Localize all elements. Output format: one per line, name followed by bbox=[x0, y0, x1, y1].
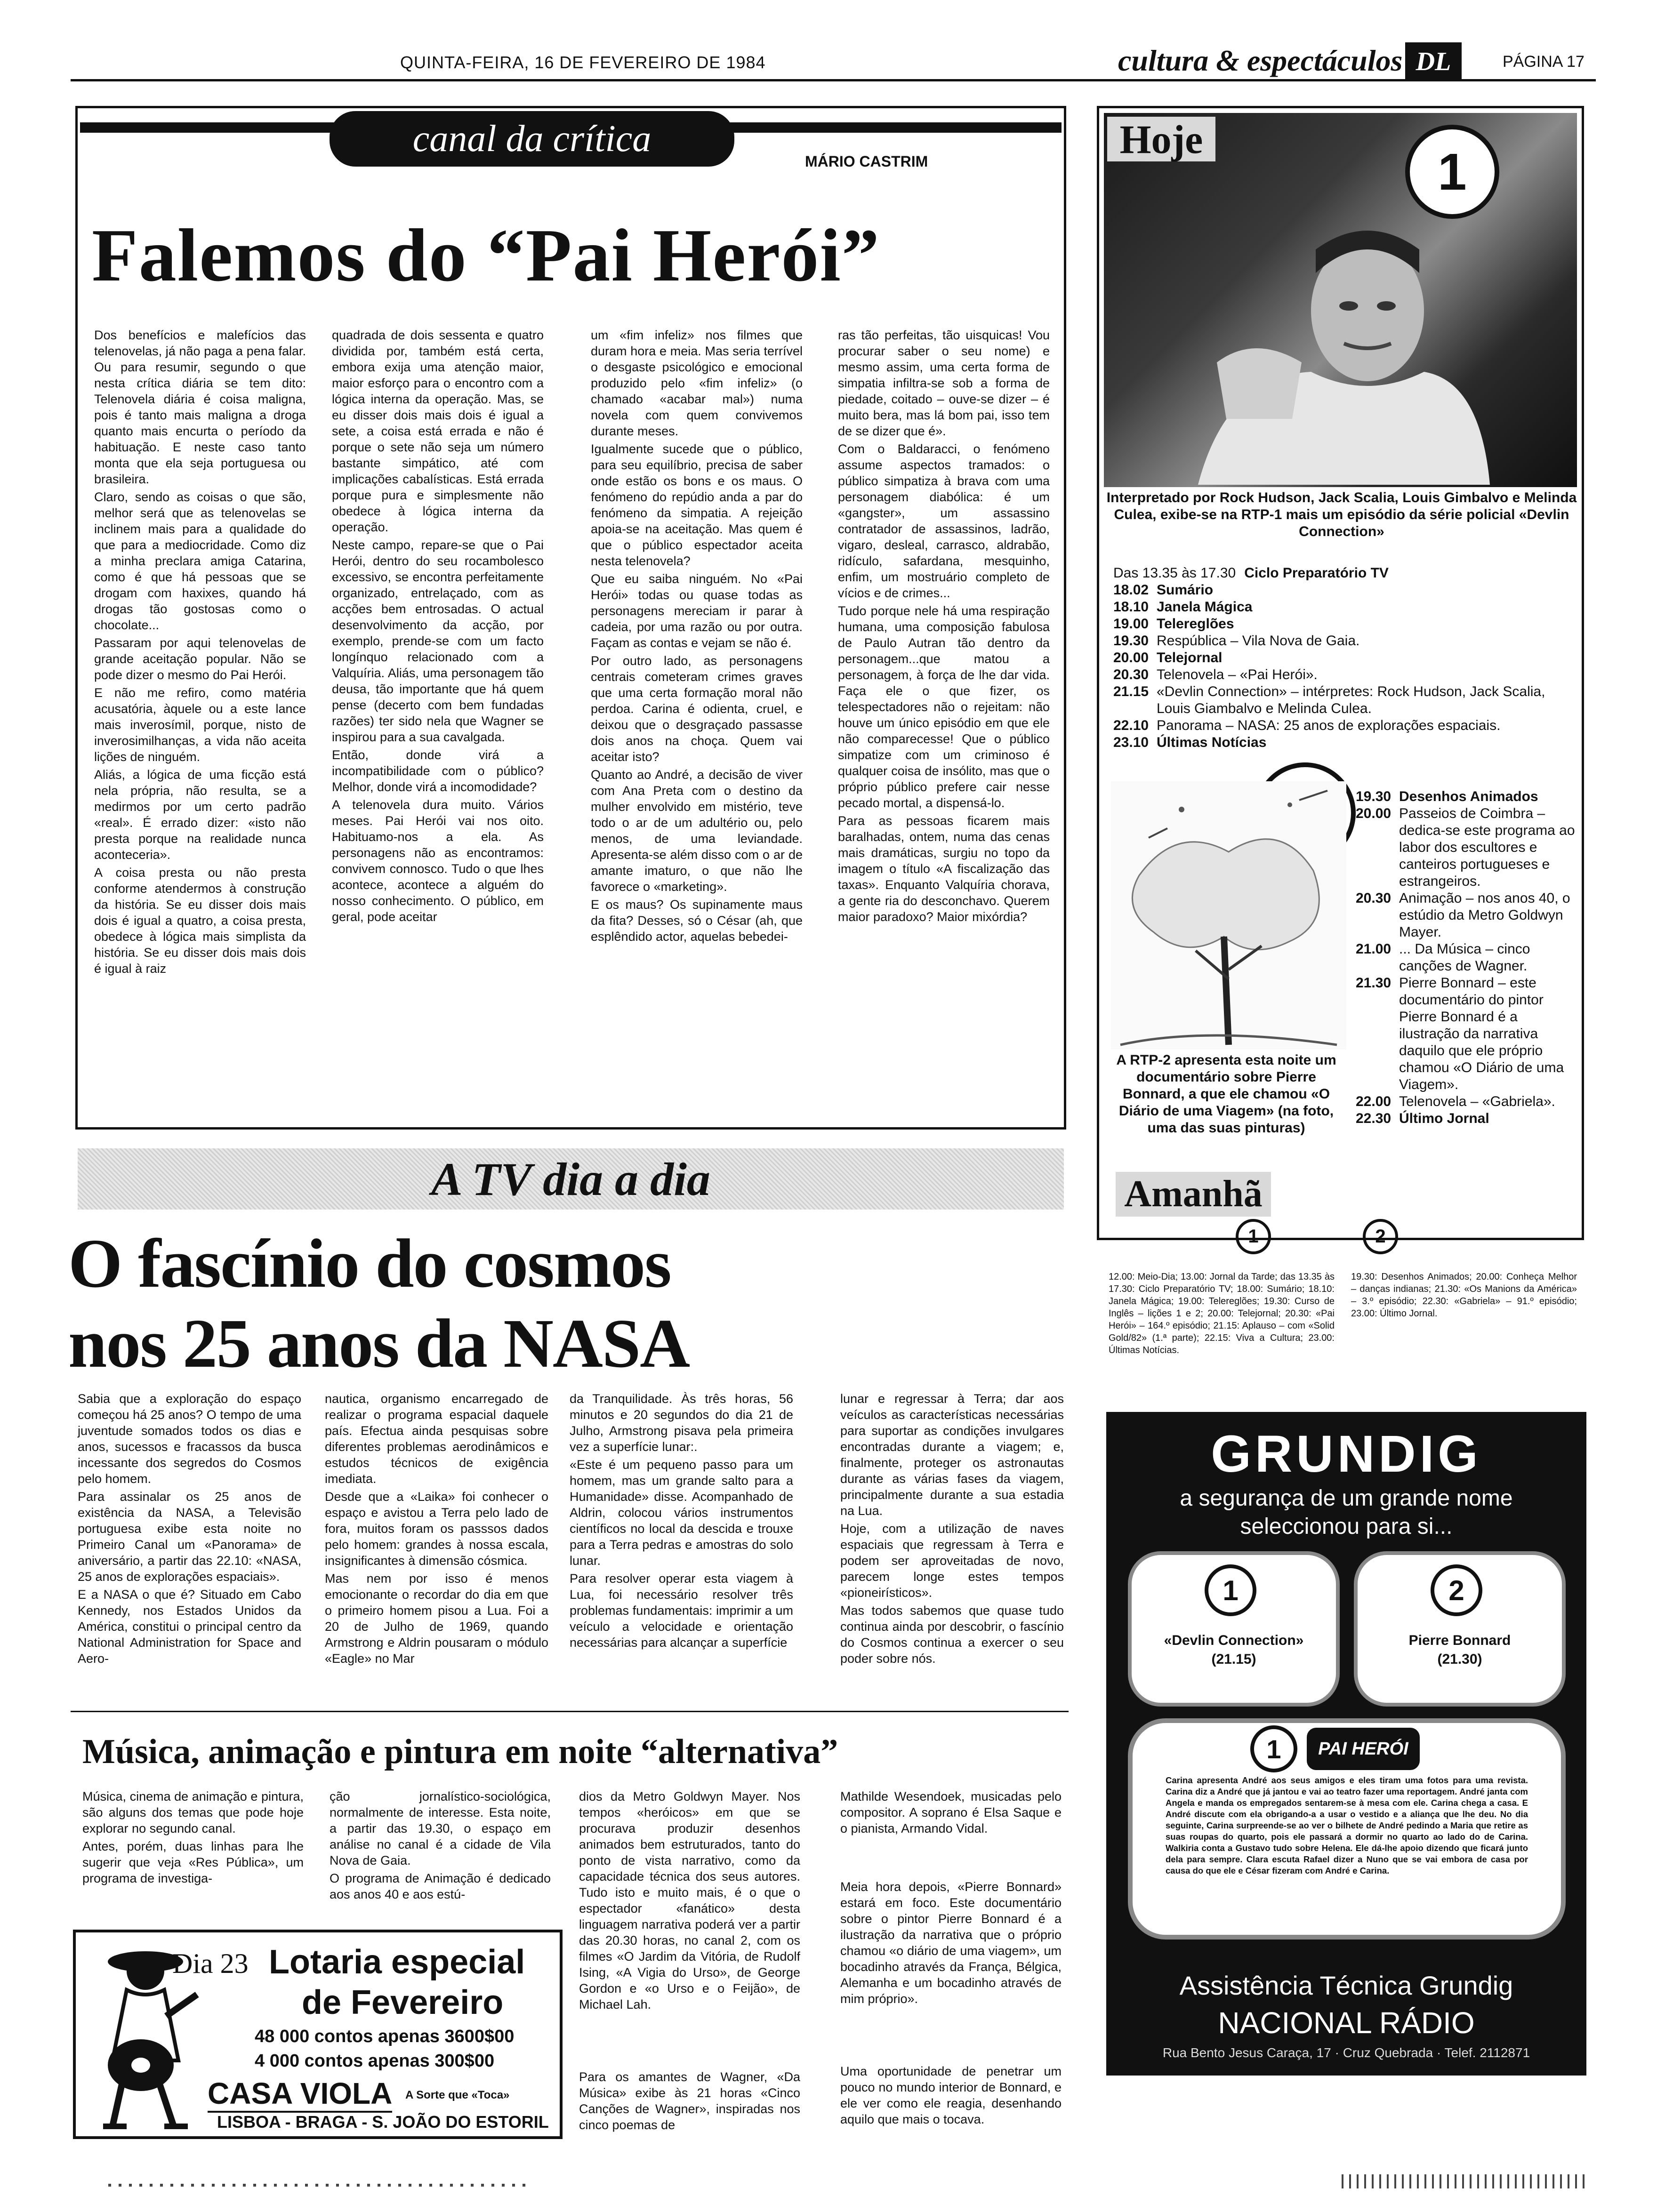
amanha-ch1: 1 bbox=[1248, 1226, 1259, 1247]
paragraph: Igualmente sucede que o público, para seu equilíbrio, precisa de saber onde estão os bons e os maus. O fenómeno do repúdio anda a par do fenómeno da simpatia. A rejeição apoia-se na aceitação. Mas quem é que o público espectador aceita nesta telenovela? bbox=[591, 442, 803, 568]
paragraph: Com o Baldaracci, o fenómeno assume aspectos tramados: o público simpatiza à brava com uma personagem diabólica: é um «gangster», um assassino contratador de assassinos, ladrão, vigaro, desleal, carrasco, aldrabão, ridículo, safardana, mesquinho, enfim, um mostruário completo de vícios e de crimes... bbox=[838, 442, 1050, 600]
paragraph: um «fim infeliz» nos filmes que duram hora e meia. Mas seria terrível o desgaste psicológico e emocional produzido pelo «fim infeliz» (o chamado «acabar mal») numa novela com quem convivemos durante meses. bbox=[591, 328, 803, 438]
critica-banner bbox=[330, 111, 734, 167]
tv-dia-col-2 bbox=[325, 1391, 548, 1668]
critica-col-4 bbox=[838, 327, 1050, 927]
scan-noise bbox=[0, 2165, 1657, 2212]
grundig-tv2-ch2-icon: 2 bbox=[1431, 1564, 1482, 1616]
critica-col-3 bbox=[591, 327, 803, 946]
grundig-tv1-ch1-icon: 1 bbox=[1205, 1564, 1256, 1616]
paragraph: O programa de Animação é dedicado aos anos 40 e aos estú- bbox=[330, 1871, 551, 1901]
tv-dia-col-4 bbox=[840, 1391, 1064, 1668]
pai-heroi-logo-text: PAI HERÓI bbox=[1318, 1739, 1408, 1759]
critica-author: MÁRIO CASTRIM bbox=[805, 153, 928, 170]
paragraph: Mathilde Wesendoek, musicadas pelo compositor. A soprano é Elsa Saque e o pianista, Armando Vidal. bbox=[840, 1789, 1062, 1835]
schedule-time: 19.30 bbox=[1356, 789, 1392, 804]
lotaria-line-2: 4 000 contos apenas 300$00 bbox=[255, 2051, 495, 2071]
schedule-desc: Telejornal bbox=[1157, 650, 1223, 665]
paragraph: Sabia que a exploração do espaço começou há 25 anos? O tempo de uma juventude somados todos os dias e anos, sucessos e fracassos da busca incessante dos segredos do Cosmos pelo homem. bbox=[78, 1392, 301, 1486]
musica-col-1 bbox=[82, 1788, 304, 1888]
schedule-desc: ... Da Música – cinco canções de Wagner. bbox=[1399, 941, 1530, 974]
amanha-rtp2-icon bbox=[1363, 1219, 1398, 1254]
schedule-desc: Último Jornal bbox=[1399, 1111, 1489, 1126]
amanha-rtp2-text: 19.30: Desenhos Animados; 20.00: Conheça Melhor – danças indianas; 21.30: «Os Manions da América» – 3.º episódio; 22.30: «Gabriela» – 91.º episódio; 23.00: Último Jornal. bbox=[1351, 1272, 1577, 1319]
musica-col-2 bbox=[330, 1788, 551, 1904]
schedule-time: 18.02 bbox=[1113, 582, 1149, 598]
schedule-row bbox=[1113, 717, 1570, 734]
rtp1-logo-number: 1 bbox=[1438, 143, 1467, 201]
schedule-desc: Passeios de Coimbra – dedica-se este programa ao labor dos escultores e canteiros portugueses e estrangeiros. bbox=[1399, 806, 1575, 889]
schedule-time: 20.00 bbox=[1113, 650, 1149, 665]
schedule-time: 20.00 bbox=[1356, 806, 1392, 821]
schedule-row bbox=[1356, 1093, 1577, 1110]
paragraph: Uma oportunidade de penetrar um pouco no mundo interior de Bonnard, e ele ver como ele reagia, desenhando aquilo que mais o tocava. bbox=[840, 2064, 1062, 2126]
schedule-row bbox=[1356, 805, 1577, 890]
paragraph: Hoje, com a utilização de naves espaciais que regressam à Terra e podem ser aproveitadas de novo, parecem longe estes tempos «pioneirísticos». bbox=[840, 1522, 1064, 1600]
paragraph: Quanto ao André, a decisão de viver com Ana Preta com o destino da mulher envolvido em mistério, teve todo o ar de um adultério ou, pelo menos, de uma leviandade. Apresenta-se além disso com o ar de amante imaturo, o que não lhe favorece o «marketing». bbox=[591, 768, 803, 894]
grundig-tv1-title: «Devlin Connection» bbox=[1164, 1633, 1304, 1648]
schedule-time: 23.10 bbox=[1113, 735, 1149, 750]
schedule-desc: Animação – nos anos 40, o estúdio da Metro Goldwyn Mayer. bbox=[1399, 890, 1570, 940]
schedule-desc: Telereglões bbox=[1157, 616, 1234, 632]
grundig-tv2-time: (21.30) bbox=[1437, 1651, 1482, 1667]
hoje-photo-figure bbox=[1198, 221, 1490, 485]
amanha-label-box bbox=[1116, 1172, 1271, 1217]
schedule-row bbox=[1356, 975, 1577, 1093]
tv-dia-headline-1: O fascínio do cosmos bbox=[68, 1225, 671, 1302]
grundig-big-tv bbox=[1128, 1718, 1566, 1940]
schedule-time: 22.10 bbox=[1113, 718, 1149, 733]
paragraph: ção jornalístico-sociológica, normalmente de interesse. Esta noite, a partir das 19.30, o espaço em análise no canal é a cidade de Vila Nova de Gaia. bbox=[330, 1789, 551, 1867]
amanha-ch2: 2 bbox=[1375, 1226, 1386, 1247]
lotaria-shop: CASA VIOLA bbox=[208, 2076, 392, 2113]
hoje-label: Hoje bbox=[1119, 116, 1203, 162]
schedule-time: 19.30 bbox=[1113, 633, 1149, 649]
schedule-row bbox=[1113, 565, 1570, 582]
musica-headline: Música, animação e pintura em noite “alternativa” bbox=[82, 1732, 838, 1771]
paragraph: Música, cinema de animação e pintura, são alguns dos temas que pode hoje explorar no segundo canal. bbox=[82, 1789, 304, 1835]
grundig-slogan-2: seleccionou para si... bbox=[1240, 1514, 1453, 1539]
musica-col-3 bbox=[579, 1788, 800, 2135]
paragraph: lunar e regressar à Terra; dar aos veículos as características necessárias para suportar as condições invulgares encontradas durante a viagem; e, finalmente, proteger os astronautas durante as várias fases da viagem, principalmente durante a sua estadia na Lua. bbox=[840, 1392, 1064, 1518]
grundig-tv1-time: (21.15) bbox=[1211, 1651, 1256, 1667]
paragraph: dios da Metro Goldwyn Mayer. Nos tempos «heróicos» em que se procurava produzir desenhos animados bem estruturados, tanto do ponto de vista narrativo, como da capacidade técnica dos seus autores. Tudo isto e muito mais, é o que o espectador «fanático» desta linguagem narrativa poderá ver a partir das 20.30 horas, no canal 2, com os filmes «O Jardim da Vitória, de Rudolf Ising, «A Vigia do Urso», de George Gordon e «o Urso e o Feijão», de Michael Lah. bbox=[579, 1789, 800, 2012]
amanha-rtp1-icon bbox=[1236, 1219, 1271, 1254]
paragraph: E os maus? Os supinamente maus da fita? Desses, só o César (ah, que esplêndido actor, aquelas bebedei- bbox=[591, 898, 803, 944]
schedule-row bbox=[1113, 616, 1570, 633]
schedule-desc: Panorama – NASA: 25 anos de explorações espaciais. bbox=[1157, 718, 1501, 733]
paragraph: A coisa presta ou não presta conforme atendermos à construção da história. Se eu disser dois mais dois é igual a quatro, a coisa presta, obedece à lógica mais simplista da história. Se eu disser dois mais dois é igual à raiz bbox=[94, 866, 306, 976]
tv-dia-banner bbox=[78, 1148, 1064, 1210]
lotaria-title-1: Lotaria especial bbox=[269, 1943, 525, 1981]
grundig-footer-1: Assistência Técnica Grundig bbox=[1179, 1971, 1513, 2000]
paragraph: Para as pessoas ficarem mais baralhadas, ontem, numa das cenas mais dramáticas, surgiu no topo da imagem o título «A fiscalização das taxas». Enquanto Valquíria chorava, a gente ria do desconchavo. Querem maior paradoxo? Maior mixórdia? bbox=[838, 814, 1050, 924]
schedule-time: 22.00 bbox=[1356, 1094, 1392, 1109]
schedule-desc: Telenovela – «Pai Herói». bbox=[1157, 667, 1318, 682]
paragraph: E a NASA o que é? Situado em Cabo Kennedy, nos Estados Unidos da América, constitui o principal centro da National Administration for Space and Aero- bbox=[78, 1587, 301, 1666]
schedule-desc: Pierre Bonnard – este documentário do pintor Pierre Bonnard é a ilustração da narrativa daquilo que ele próprio chamou «O Diário de uma Viagem». bbox=[1399, 975, 1564, 1092]
paragraph: Que eu saiba ninguém. No «Pai Herói» todas ou quase todas as personagens mereciam ir parar à cadeia, por uma razão ou por outra. Façam as contas e vejam se não é. bbox=[591, 572, 803, 650]
tv-dia-col-1 bbox=[78, 1391, 301, 1668]
paragraph: quadrada de dois sessenta e quatro dividida por, também está certa, embora exija uma atenção maior, maior esforço para o encontro com a lógica interna da operação. Mas, se eu disser dois mais dois é igual a sete, a coisa está errada e não é porque o sete não seja um número bastante simpático, até com implicações cabalísticas. Está errada porque pura e simplesmente não obedece à lógica interna da operação. bbox=[332, 328, 544, 534]
paragraph: Tudo porque nele há uma respiração humana, uma composição fabulosa de Paulo Autran tão dentro da personagem...que matou a personagem, à força de lhe dar vida. Faça ele o que fizer, os telespectadores não o rejeitam: não houve um único episódio em que ele não comparecesse! Que o público simpatize com um criminoso é qualquer coisa de insólito, mas que o próprio público prefere cair nesse pecado mortal, a dispensá-lo. bbox=[838, 604, 1050, 810]
paragraph: ras tão perfeitas, tão uisquicas! Vou procurar saber o seu nome) e mesmo assim, uma certa forma de simpatia infiltra-se sob a forma de piedade, coitado – ouve-se dizer – é muito bera, mas lá bom pai, isso tem de se dizer que é». bbox=[838, 328, 1050, 438]
schedule-desc: Últimas Notícias bbox=[1157, 735, 1267, 750]
paragraph: Para os amantes de Wagner, «Da Música» exibe às 21 horas «Cinco Canções de Wagner», inspiradas nos cinco poemas de bbox=[579, 2070, 800, 2132]
rtp1-schedule bbox=[1113, 565, 1570, 751]
rtp1-logo-icon bbox=[1405, 125, 1499, 219]
schedule-desc: Respública – Vila Nova de Gaia. bbox=[1157, 633, 1360, 649]
schedule-row bbox=[1356, 890, 1577, 941]
schedule-row bbox=[1356, 788, 1577, 805]
paragraph: Meia hora depois, «Pierre Bonnard» estará em foco. Este documentário sobre o pintor Pierre Bonnard é a ilustração da narrativa que o próprio chamou «o diário de uma viagem», um bocadinho através da França, Bélgica, Alemanha e um bocadinho através de mim próprio». bbox=[840, 1880, 1062, 2006]
lotaria-cities: LISBOA - BRAGA - S. JOÃO DO ESTORIL bbox=[217, 2112, 549, 2132]
paragraph: Claro, sendo as coisas o que são, melhor será que as telenovelas se inclinem mais para a qualidade do que para a mediocridade. Como diz a minha preclara amiga Catarina, como é que há pessoas que se drogam com haxixes, quando há drogas tão gostosas como o chocolate... bbox=[94, 490, 306, 632]
schedule-row bbox=[1113, 599, 1570, 616]
amanha-rtp1-text: 12.00: Meio-Dia; 13.00: Jornal da Tarde; das 13.35 às 17.30: Ciclo Preparatório TV; 18.00: Sumário; 18.10: Janela Mágica; 19.00: Telereglões; 19.30: Curso de Inglês – lições 1 e 2; 20.00: Telejornal; 20.30: «Pai Herói» – 164.º episódio; 21.15: Aplauso – com «Solid Gold/82» (1.ª parte); 22.15: Viva a Cultura; 23.00: Últimas Notícias. bbox=[1109, 1272, 1335, 1355]
lotaria-tagline: A Sorte que «Toca» bbox=[405, 2089, 510, 2101]
critica-col-1 bbox=[94, 327, 306, 978]
schedule-desc: «Devlin Connection» – intérpretes: Rock Hudson, Jack Scalia, Louis Giambalvo e Melinda Culea. bbox=[1157, 684, 1545, 716]
schedule-row bbox=[1113, 633, 1570, 649]
amanha-label: Amanhã bbox=[1124, 1173, 1263, 1215]
paragraph: Mas todos sabemos que quase tudo continua ainda por descobrir, o fascínio do Cosmos continua a exercer o seu poder sobre nós. bbox=[840, 1603, 1064, 1666]
schedule-time: 21.15 bbox=[1113, 684, 1149, 699]
tv-dia-banner-text: A TV dia a dia bbox=[431, 1153, 710, 1205]
hoje-photo-caption: Interpretado por Rock Hudson, Jack Scalia, Louis Gimbalvo e Melinda Culea, exibe-se na RTP-1 mais um episódio da série policial «Devlin Connection» bbox=[1106, 490, 1577, 539]
paragraph: Por outro lado, as personagens centrais cometeram crimes graves que uma certa formação moral não perdoa. Carina é odienta, cruel, e deixou que o desgraçado passasse dois anos na choça. Quem vai aceitar isto? bbox=[591, 654, 803, 764]
schedule-row bbox=[1356, 941, 1577, 975]
schedule-desc: Ciclo Preparatório TV bbox=[1244, 565, 1389, 581]
paragraph: Passaram por aqui telenovelas de grande aceitação popular. Não se pode dizer o mesmo do Pai Herói. bbox=[94, 636, 306, 682]
grundig-brand: GRUNDIG bbox=[1211, 1425, 1482, 1483]
paragraph: Mas nem por isso é menos emocionante o recordar do dia em que o primeiro homem pisou a Lua. Foi a 20 de Julho de 1969, quando Armstrong e Aldrin pousaram o módulo «Eagle» no Mar bbox=[325, 1571, 548, 1666]
schedule-row bbox=[1113, 734, 1570, 751]
critica-banner-text: canal da crítica bbox=[412, 118, 652, 160]
schedule-time: Das 13.35 às 17.30 bbox=[1113, 565, 1236, 581]
schedule-desc: Telenovela – «Gabriela». bbox=[1399, 1094, 1555, 1109]
schedule-time: 18.10 bbox=[1113, 599, 1149, 615]
paragraph: Para assinalar os 25 anos de existência da NASA, a Televisão portuguesa exibe esta noite no Primeiro Canal um «Panorama» de aniversário, a partir das 22.10: «NASA, 25 anos de explorações espaciais». bbox=[78, 1490, 301, 1584]
header-section: cultura & espectáculos bbox=[1118, 44, 1403, 77]
lotaria-ad bbox=[73, 1930, 563, 2139]
grundig-slogan-1: a segurança de um grande nome bbox=[1180, 1486, 1513, 1511]
paragraph: Dos benefícios e malefícios das telenovelas, já não paga a pena falar. Ou para resumir, segundo o que nesta crítica diária se tem dito: Telenovela diária é coisa maligna, pois é tanto mais maligna a droga quanto mais encurta o período da habituação. E neste caso tanto monta que ela seja portuguesa ou brasileira. bbox=[94, 328, 306, 486]
schedule-time: 19.00 bbox=[1113, 616, 1149, 632]
tv-dia-headline-2: nos 25 anos da NASA bbox=[68, 1305, 690, 1382]
grundig-tv-1 bbox=[1128, 1551, 1340, 1707]
hoje-label-box bbox=[1107, 117, 1215, 161]
grundig-footer-2: NACIONAL RÁDIO bbox=[1218, 2006, 1475, 2040]
header-page: PÁGINA 17 bbox=[1503, 53, 1585, 71]
paragraph: Neste campo, repare-se que o Pai Herói, dentro do seu rocambolesco excessivo, se encontra perfeitamente organizado, entrelaçado, com as acções bem entrosadas. O actual desenvolvimento da acção, por exemplo, prende-se com um facto longínquo relacionado com a Valquíria. Aliás, uma personagem tão deusa, tão importante que há quem pense (decerto com bem fundadas razões) ter sido nela que Wagner se inspirou para a sua cavalgada. bbox=[332, 538, 544, 744]
tv-dia-col-3 bbox=[570, 1391, 793, 1652]
grundig-tv-2 bbox=[1354, 1551, 1566, 1707]
schedule-time: 21.30 bbox=[1356, 975, 1392, 991]
bonnard-caption: A RTP-2 apresenta esta noite um documentário sobre Pierre Bonnard, a que ele chamou «O Diário de uma Viagem» (na foto, uma das suas pinturas) bbox=[1116, 1052, 1336, 1136]
logo-letter: DL bbox=[1416, 47, 1451, 76]
lotaria-title-2: de Fevereiro bbox=[302, 1984, 504, 2021]
grundig-big-tv-ch1-icon: 1 bbox=[1250, 1725, 1297, 1772]
grundig-ad bbox=[1106, 1412, 1586, 2076]
schedule-time: 21.00 bbox=[1356, 941, 1392, 957]
schedule-time: 20.30 bbox=[1113, 667, 1149, 682]
lotaria-line-1: 48 000 contos apenas 3600$00 bbox=[255, 2027, 515, 2046]
schedule-row bbox=[1113, 582, 1570, 599]
schedule-time: 20.30 bbox=[1356, 890, 1392, 906]
critica-title: Falemos do “Pai Herói” bbox=[92, 213, 880, 297]
schedule-desc: Sumário bbox=[1157, 582, 1214, 598]
rtp2-schedule bbox=[1356, 788, 1577, 1127]
paragraph: Desde que a «Laika» foi conhecer o espaço e avistou a Terra pelo lado de fora, muitos foram os passsos dados pelo homem: grandes à nossa escala, insignificantes à dimensão cósmica. bbox=[325, 1490, 548, 1568]
bonnard-painting bbox=[1111, 781, 1346, 1050]
section-divider bbox=[71, 1711, 1069, 1712]
schedule-desc: Desenhos Animados bbox=[1399, 789, 1538, 804]
schedule-row bbox=[1113, 649, 1570, 666]
schedule-time: 22.30 bbox=[1356, 1111, 1392, 1126]
paragraph: da Tranquilidade. Às três horas, 56 minutos e 20 segundos do dia 21 de Julho, Armstrong pisava pela primeira vez a superfície lunar:. bbox=[570, 1392, 793, 1454]
paragraph: A telenovela dura muito. Vários meses. Pai Herói vai nos oito. Habituamo-nos a ela. As personagens não as encontramos: convivem connosco. Tudo o que lhes acontece, acontece a alguém do nosso conhecimento. O público, em geral, pode aceitar bbox=[332, 798, 544, 924]
critica-col-2 bbox=[332, 327, 544, 927]
header-rule bbox=[71, 79, 1596, 81]
grundig-address: Rua Bento Jesus Caraça, 17 · Cruz Quebrada · Telef. 2112871 bbox=[1162, 2045, 1530, 2060]
schedule-desc: Janela Mágica bbox=[1157, 599, 1253, 615]
header-logo bbox=[1405, 42, 1462, 81]
musica-col-4 bbox=[840, 1788, 1062, 2129]
paragraph: «Este é um pequeno passo para um homem, mas um grande salto para a Humanidade» disse. Acompanhado de Aldrin, colocou vários instrumentos científicos no local da descida e trouxe para a Terra pedras e amostras do solo lunar. bbox=[570, 1458, 793, 1568]
schedule-row bbox=[1356, 1110, 1577, 1127]
grundig-tv2-title: Pierre Bonnard bbox=[1408, 1633, 1511, 1648]
hoje-photo bbox=[1104, 113, 1577, 487]
header-date: QUINTA-FEIRA, 16 DE FEVEREIRO DE 1984 bbox=[400, 53, 766, 72]
paragraph: Aliás, a lógica de uma ficção está nela própria, não resulta, se a medirmos por um certo padrão «real». É errado dizer: «isto não presta porque na realidade nunca aconteceria». bbox=[94, 768, 306, 862]
paragraph: E não me refiro, como matéria acusatória, àquele ou a este lance mais inverosímil, porque, nisto de inverosimilhanças, a vida não aceita lições de ninguém. bbox=[94, 686, 306, 764]
paragraph: nautica, organismo encarregado de realizar o programa espacial daquele país. Efectua ainda pesquisas sobre diferentes problemas aerodinâmicos e estudos técnicos de exigência imediata. bbox=[325, 1392, 548, 1486]
paragraph: Para resolver operar esta viagem à Lua, foi necessário resolver três problemas fundamentais: imprimir a um veículo a velocidade e orientação necessárias para alcançar a superfície bbox=[570, 1571, 793, 1650]
grundig-big-tv-text: Carina apresenta André aos seus amigos e eles tiram uma fotos para uma revista. Carina diz a André que já jantou e vai ao teatro fazer uma reportagem. André janta com Angela e manda os empregados sentarem-se à mesa com ele. Carina chega a casa. E André discute com ela obrigando-a a usar o vestido e a aliança que lhe deu. No dia seguinte, Carina surpreende-se ao ver o bilhete de André pedindo a Maria que retire as suas roupas do quarto, pois ele passará a dormir no quarto ao lado do de Carina. Walkiria conta a Gustavo tudo sobre Helena. Ele dá-lhe apoio dizendo que ficará junto dela para sempre. Clara escuta Rafael dizer a Nuno que se vai embora de casa por causa do que ele e César fizeram com André e Carina. bbox=[1166, 1775, 1528, 1875]
schedule-row bbox=[1113, 683, 1570, 717]
pai-heroi-logo bbox=[1307, 1728, 1420, 1770]
schedule-row bbox=[1113, 666, 1570, 683]
paragraph: Antes, porém, duas linhas para lhe sugerir que veja «Res Pública», um programa de investiga- bbox=[82, 1839, 304, 1885]
paragraph: Então, donde virá a incompatibilidade com o público? Melhor, donde virá a incomodidade? bbox=[332, 748, 544, 794]
lotaria-day: Dia 23 bbox=[172, 1948, 249, 1979]
